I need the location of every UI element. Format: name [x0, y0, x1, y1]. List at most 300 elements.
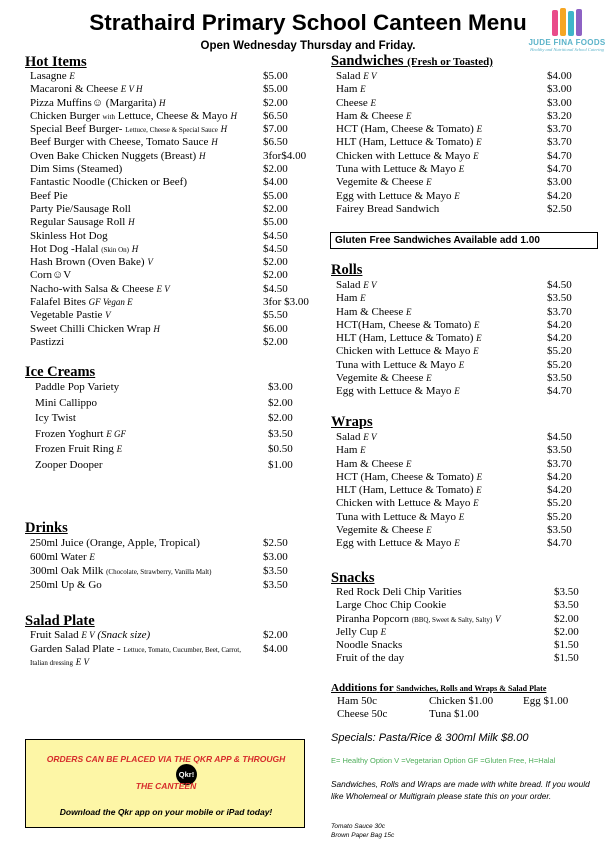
- menu-item-small: (BBQ, Sweet & Salty, Salty): [411, 615, 493, 624]
- cutlery-icon: [550, 8, 584, 38]
- menu-item: [30, 176, 320, 189]
- menu-item-name: Egg with Lettuce & Mayo: [336, 189, 452, 202]
- menu-item-price: $2.00: [268, 396, 293, 409]
- opening-days: Open Wednesday Thursday and Friday.: [200, 40, 416, 52]
- menu-item-price: $2.00: [263, 163, 288, 176]
- menu-item-name: [35, 396, 97, 412]
- menu-item: [336, 626, 606, 639]
- menu-item: [30, 230, 320, 243]
- menu-item: [30, 136, 320, 149]
- menu-item-price: $1.50: [554, 652, 579, 665]
- menu-item-tag: H: [220, 124, 228, 135]
- specials: Specials: Pasta/Rice & 300ml Milk $8.00: [331, 732, 529, 744]
- menu-item: [336, 586, 606, 599]
- menu-item-price: $6.50: [263, 109, 288, 122]
- menu-item-tag: V: [494, 613, 501, 624]
- menu-item-tag: E: [454, 190, 460, 201]
- menu-item: [30, 309, 320, 322]
- menu-item-tag: E: [454, 386, 460, 397]
- menu-item: [336, 345, 606, 358]
- menu-item-name: Fantastic Noodle (Chicken or Beef): [30, 176, 188, 189]
- menu-item-price: $3.20: [547, 109, 572, 122]
- menu-item-name: [30, 564, 211, 579]
- qkr-canteen-text: THE CANTEEN: [135, 781, 197, 791]
- menu-item-name: Vegetable Pastie: [30, 309, 103, 322]
- menu-item-name: Vegemite & Cheese: [336, 524, 424, 537]
- menu-item-price: $4.70: [547, 385, 572, 398]
- menu-item-price: $5.00: [263, 83, 288, 96]
- menu-item: [30, 564, 320, 578]
- menu-item-name: Ham & Cheese: [336, 305, 404, 318]
- menu-item: [30, 123, 320, 136]
- menu-item-name: Corn☺V: [30, 269, 72, 282]
- menu-item-price: $4.20: [547, 484, 572, 497]
- menu-item-tag: E: [458, 359, 465, 370]
- menu-item-name: [336, 345, 479, 358]
- menu-item-name: Egg with Lettuce & Mayo: [336, 537, 452, 550]
- menu-item-name: [336, 471, 482, 484]
- menu-item-price: $2.00: [263, 202, 288, 215]
- menu-item-name: [336, 176, 432, 189]
- menu-item: [336, 385, 606, 398]
- menu-item: [30, 203, 320, 216]
- menu-item-name: [336, 136, 482, 149]
- menu-item-name: [35, 411, 76, 427]
- menu-item-price: 3for$4.00: [263, 149, 307, 162]
- menu-item-tag: E: [405, 110, 412, 121]
- menu-item-price: $5.00: [263, 70, 288, 82]
- menu-item-name: Ham: [336, 444, 358, 457]
- menu-item-name: 250ml Juice (Orange, Apple, Tropical): [30, 537, 200, 549]
- menu-item-tag: E: [476, 333, 482, 344]
- menu-item-name: [30, 656, 89, 671]
- menu-item-price: $3.50: [554, 599, 579, 612]
- menu-item-tag: E: [69, 71, 75, 81]
- additions-subtitle: Sandwiches, Rolls and Wraps & Salad Plate: [396, 684, 547, 693]
- menu-item-name: [336, 431, 376, 444]
- menu-item-name: [30, 643, 241, 658]
- menu-item-price: $5.20: [547, 497, 572, 510]
- brand-logo: [527, 8, 607, 64]
- menu-item-name: [30, 578, 102, 592]
- menu-item-price: $4.20: [547, 318, 572, 331]
- menu-item: [336, 497, 606, 510]
- sandwiches-list: [336, 70, 606, 216]
- menu-item-name: [30, 283, 170, 296]
- menu-item: [30, 578, 320, 592]
- menu-item-price: $2.00: [263, 269, 288, 282]
- menu-item-tag: E: [454, 538, 460, 549]
- menu-item: [35, 396, 320, 412]
- menu-item: [336, 359, 606, 372]
- menu-item: [30, 70, 320, 83]
- ice-creams-heading: Ice Creams: [25, 364, 96, 380]
- menu-item-name: [30, 309, 111, 322]
- menu-item-name: [336, 385, 460, 398]
- menu-item: [30, 150, 320, 163]
- menu-item-name: Ham: [336, 292, 358, 305]
- menu-item-tag: H: [153, 323, 160, 334]
- menu-item-tag: E: [380, 626, 387, 637]
- menu-item-name: [336, 110, 411, 123]
- menu-item-name: HCT (Ham, Cheese & Tomato): [336, 470, 474, 483]
- menu-item-name: [30, 216, 135, 229]
- menu-item-name: Jelly Cup: [336, 625, 378, 638]
- sandwiches-title: Sandwiches: [331, 53, 404, 69]
- menu-item-price: $1.50: [554, 639, 579, 652]
- menu-item-name: Icy Twist: [35, 412, 76, 424]
- menu-item-price: $3.00: [547, 83, 572, 96]
- menu-item: [336, 471, 606, 484]
- menu-item-name: [336, 332, 482, 345]
- menu-item-price: $4.20: [547, 189, 572, 202]
- menu-item-name: [30, 550, 95, 564]
- qkr-orders-text: ORDERS CAN BE PLACED VIA THE QKR APP & THROUGH: [46, 754, 286, 764]
- menu-item-name: Ham & Cheese: [336, 457, 404, 470]
- menu-item-name: Salad: [336, 279, 361, 291]
- menu-item: [336, 203, 606, 216]
- menu-item: [35, 442, 320, 458]
- menu-item-tag: E: [426, 525, 432, 536]
- menu-item-name: [30, 163, 122, 176]
- menu-item-name: Fruit Salad: [30, 629, 79, 641]
- menu-item: [336, 652, 606, 665]
- menu-item-price: $7.00: [263, 123, 288, 136]
- menu-item-price: $4.50: [263, 242, 288, 255]
- menu-item-name: [336, 652, 404, 665]
- menu-item: [35, 411, 320, 427]
- menu-item-name: [336, 524, 432, 537]
- legend: E= Healthy Option V =Vegetarian Option GF =Gluten Free, H=Halal: [331, 756, 556, 765]
- menu-item-name: Chicken with Lettuce & Mayo: [336, 149, 471, 162]
- menu-item-price: $3.50: [554, 586, 579, 598]
- menu-item-name: Tuna with Lettuce & Mayo: [336, 163, 456, 176]
- hot-items-list: [30, 70, 320, 349]
- menu-item: [336, 292, 606, 305]
- menu-item: [336, 190, 606, 203]
- menu-item-name: Zooper Dooper: [35, 458, 103, 471]
- menu-item: [336, 511, 606, 524]
- menu-item: [30, 190, 320, 203]
- addition-item: Ham 50c: [337, 695, 378, 707]
- menu-item: [336, 319, 606, 332]
- menu-item-price: $5.50: [263, 309, 288, 322]
- menu-item-name: Ham: [336, 83, 358, 96]
- menu-item-price: $2.50: [263, 537, 288, 549]
- menu-item-tag: E: [474, 319, 480, 330]
- snacks-heading: Snacks: [331, 570, 375, 586]
- menu-item-name: Tuna with Lettuce & Mayo: [336, 358, 456, 371]
- menu-item-price: $2.00: [554, 625, 579, 638]
- menu-item: [336, 639, 606, 652]
- menu-item-price: 3for $3.00: [263, 296, 309, 309]
- menu-item-name: [30, 230, 108, 243]
- menu-item-name: [30, 243, 138, 257]
- menu-item-tag: E V H: [120, 84, 143, 95]
- qkr-logo-icon: Qkr!: [176, 764, 197, 785]
- menu-item-small: (Skin On): [101, 245, 129, 254]
- menu-item: [336, 599, 606, 612]
- rolls-heading: Rolls: [331, 262, 363, 278]
- menu-item-small: Lettuce, Cheese & Special Sauce: [125, 126, 218, 135]
- menu-item: [336, 537, 606, 550]
- menu-item-price: $3.50: [268, 427, 293, 440]
- menu-item-name: [336, 458, 411, 471]
- menu-item-name: [30, 256, 153, 269]
- menu-item-tag: E: [89, 552, 95, 562]
- menu-item-price: $3.00: [547, 96, 572, 109]
- menu-item-price: $2.00: [263, 96, 288, 109]
- menu-item: [35, 458, 320, 474]
- ice-creams-list: [35, 380, 320, 473]
- menu-item-price: $3.50: [547, 292, 572, 305]
- menu-item-price: $3.00: [547, 176, 572, 189]
- menu-item-name: [336, 613, 500, 627]
- menu-item-name: [35, 380, 119, 396]
- menu-item-name: Sweet Chilli Chicken Wrap: [30, 322, 151, 335]
- menu-item-name: [30, 176, 187, 189]
- gluten-free-note: Gluten Free Sandwiches Available add 1.00: [330, 232, 598, 249]
- menu-item-name: [35, 427, 126, 443]
- menu-item-price: $4.50: [263, 282, 288, 295]
- menu-item-name: Chicken with Lettuce & Mayo: [336, 497, 471, 510]
- menu-item-name2: Lettuce, Cheese & Mayo: [117, 109, 228, 122]
- menu-item-name: Vegemite & Cheese: [336, 372, 424, 385]
- snacks-list: [336, 586, 606, 666]
- menu-item: [336, 150, 606, 163]
- menu-item-name: Frozen Yoghurt: [35, 427, 104, 440]
- menu-item-tag: H: [128, 217, 135, 228]
- menu-item-tag: E: [476, 471, 483, 482]
- menu-item-price: $1.00: [268, 458, 293, 471]
- bread-note: Sandwiches, Rolls and Wraps are made with white bread. If you would like Wholemeal or Multigrain please state this on your order.: [331, 779, 590, 801]
- menu-item-price: $3.70: [547, 136, 572, 149]
- menu-item-tag: E: [360, 84, 366, 95]
- menu-item-tag: E: [458, 511, 465, 522]
- menu-item: [336, 110, 606, 123]
- salad-plate-list: [30, 629, 320, 670]
- menu-item-tag: E V: [156, 283, 170, 294]
- menu-item-name: Cheese: [336, 96, 368, 109]
- additions-heading: [331, 682, 601, 694]
- menu-item-price: $4.00: [263, 642, 288, 655]
- menu-item-name: [336, 626, 386, 639]
- menu-item-tag: H: [211, 137, 218, 148]
- menu-item-small: (Chocolate, Strawberry, Vanilla Malt): [106, 568, 212, 576]
- menu-item-name: Mini Callippo: [35, 396, 98, 409]
- menu-item: [336, 444, 606, 457]
- menu-item-name: Pastizzi: [30, 335, 65, 348]
- menu-item: [336, 332, 606, 345]
- menu-item-name: [336, 306, 411, 319]
- menu-item: [336, 176, 606, 189]
- menu-item: [336, 163, 606, 176]
- menu-item-name: [336, 292, 366, 305]
- menu-item-tag: E: [476, 124, 483, 135]
- menu-item-price: $4.20: [547, 470, 572, 483]
- menu-item: [336, 431, 606, 444]
- menu-item: [30, 550, 320, 564]
- menu-item-price: $3.00: [263, 551, 288, 563]
- brand-tagline: Healthy and Nutritional School Catering: [530, 47, 604, 52]
- menu-item-tag: E V: [363, 71, 377, 81]
- menu-item-price: $3.70: [547, 305, 572, 318]
- menu-item-name: [336, 537, 460, 550]
- menu-item-tag: V: [147, 257, 153, 268]
- menu-item-price: $3.50: [547, 444, 572, 457]
- menu-item-name: [336, 639, 402, 652]
- menu-item-name: [336, 279, 376, 292]
- menu-item-name: Regular Sausage Roll: [30, 216, 126, 229]
- menu-item-tag: H: [159, 97, 166, 108]
- menu-item-name: [336, 599, 446, 612]
- menu-item-name: Nacho-with Salsa & Cheese: [30, 282, 154, 295]
- wraps-list: [336, 431, 606, 551]
- menu-item-name: Chicken with Lettuce & Mayo: [336, 345, 471, 358]
- menu-item-name: Paddle Pop Variety: [35, 381, 120, 393]
- menu-item-name: Party Pie/Sausage Roll: [30, 202, 131, 215]
- menu-item-name: Salad: [336, 431, 361, 443]
- menu-item-tag: E V: [363, 280, 377, 290]
- menu-item-tag: H: [230, 110, 237, 121]
- menu-item: [336, 458, 606, 471]
- menu-item-name: [336, 444, 366, 457]
- menu-item-price: $3.50: [263, 565, 288, 577]
- sandwiches-subtitle: (Fresh or Toasted): [407, 56, 493, 68]
- menu-item-name: [30, 136, 218, 149]
- menu-item-name: 600ml Water: [30, 551, 87, 563]
- additions-section: [331, 682, 601, 723]
- menu-item-price: $5.20: [547, 510, 572, 523]
- menu-item: [30, 243, 320, 256]
- menu-item-price: $5.20: [547, 345, 572, 358]
- menu-item-name: [336, 190, 460, 203]
- menu-item-price: $3.50: [547, 372, 572, 385]
- menu-item: [30, 336, 320, 349]
- menu-item-name: [35, 442, 122, 458]
- menu-item-price: $2.00: [554, 612, 579, 625]
- menu-item-tag: E: [426, 177, 432, 188]
- menu-item-name: Fairey Bread Sandwich: [336, 202, 440, 215]
- menu-item-tag: E: [405, 458, 412, 469]
- wraps-heading: Wraps: [331, 414, 373, 430]
- menu-item-name: Tuna with Lettuce & Mayo: [336, 510, 456, 523]
- menu-item-name: [30, 110, 237, 124]
- additions-for: for: [379, 682, 394, 694]
- menu-item-name: [35, 458, 103, 474]
- menu-item-name: [336, 511, 464, 524]
- drinks-heading: Drinks: [25, 520, 68, 536]
- menu-item-price: $2.50: [547, 202, 572, 215]
- menu-item-tag: GF Vegan E: [88, 297, 133, 308]
- menu-item: [30, 629, 320, 643]
- salad-plate-heading: Salad Plate: [25, 613, 95, 629]
- menu-item-tag: E V: [75, 657, 89, 667]
- menu-item-name: HCT (Ham, Cheese & Tomato): [336, 123, 474, 136]
- menu-item: [336, 484, 606, 497]
- menu-item: [30, 216, 320, 229]
- menu-item-price: $4.70: [547, 163, 572, 176]
- sandwiches-heading: [331, 53, 493, 70]
- menu-item: [30, 269, 320, 282]
- menu-item-price: $4.50: [263, 229, 288, 242]
- menu-item-name: [336, 319, 480, 332]
- menu-item: [336, 306, 606, 319]
- menu-item-name: [30, 336, 64, 349]
- menu-item-name: Vegemite & Cheese: [336, 176, 424, 189]
- menu-item-price: $4.50: [547, 431, 572, 443]
- menu-item-name: HLT (Ham, Lettuce & Tomato): [336, 484, 474, 497]
- menu-item-name: [336, 586, 462, 599]
- brand-name: JUDE FINA FOODS: [528, 38, 606, 47]
- menu-item: [336, 136, 606, 149]
- drinks-list: [30, 536, 320, 592]
- menu-item-name: Hash Brown (Oven Bake): [30, 256, 145, 269]
- menu-item-tag: E GF: [106, 428, 126, 439]
- menu-item-price: $5.00: [263, 189, 288, 202]
- menu-item-name: Large Choc Chip Cookie: [336, 599, 447, 612]
- menu-item-name: Falafel Bites: [30, 296, 86, 309]
- menu-item: [336, 279, 606, 292]
- menu-item-price: $3.00: [268, 381, 293, 393]
- menu-item-price: $3.70: [547, 457, 572, 470]
- menu-item-name: Dim Sims (Steamed): [30, 163, 123, 176]
- menu-item-name: [30, 190, 68, 203]
- menu-item-name: [30, 150, 205, 163]
- menu-item-name: [336, 372, 432, 385]
- menu-item: [35, 380, 320, 396]
- menu-item: [30, 296, 320, 309]
- extra-bag: Brown Paper Bag 15c: [331, 832, 395, 839]
- menu-item-name: [30, 323, 160, 336]
- menu-item-name: Special Beef Burger-: [30, 123, 123, 136]
- menu-item: [30, 97, 320, 110]
- rolls-list: [336, 279, 606, 399]
- addition-item: Egg $1.00: [523, 695, 569, 707]
- menu-item-name: Egg with Lettuce & Mayo: [336, 385, 452, 398]
- menu-item-price: $4.00: [263, 176, 288, 189]
- menu-item: [336, 372, 606, 385]
- menu-item-name: Red Rock Deli Chip Varities: [336, 586, 462, 598]
- menu-item-name: 300ml Oak Milk: [30, 565, 104, 577]
- menu-item-small: with: [102, 112, 115, 121]
- menu-item-tag: E: [370, 97, 377, 108]
- hot-items-heading: Hot Items: [25, 54, 87, 70]
- menu-item-name: [30, 70, 75, 83]
- menu-item-name: HLT (Ham, Lettuce & Tomato): [336, 332, 474, 345]
- menu-item-small: Lettuce, Tomato, Cucumber, Beet, Carrot,: [123, 645, 241, 654]
- menu-item: [30, 163, 320, 176]
- menu-item-name: Lasagne: [30, 70, 67, 82]
- menu-item: [336, 123, 606, 136]
- menu-item-tag: E: [405, 306, 412, 317]
- menu-item-name: Piranha Popcorn: [336, 612, 410, 625]
- menu-item-name: Garden Salad Plate -: [30, 642, 121, 655]
- menu-item-name: [336, 123, 482, 136]
- menu-item-name: Ham & Cheese: [336, 109, 404, 122]
- menu-item-price: $4.50: [547, 279, 572, 291]
- menu-item-name: Beef Burger with Cheese, Tomato Sauce: [30, 136, 209, 149]
- menu-item-price: $6.00: [263, 322, 288, 335]
- menu-item-price: $2.00: [263, 335, 288, 348]
- menu-item-tag: V: [105, 310, 111, 321]
- menu-item-name: Frozen Fruit Ring: [35, 443, 114, 455]
- menu-item-price: $3.50: [263, 579, 288, 591]
- menu-item-name: [30, 629, 150, 643]
- menu-item-tag: E V: [363, 432, 377, 442]
- menu-item: [30, 656, 320, 670]
- menu-item-tag: E: [426, 373, 432, 384]
